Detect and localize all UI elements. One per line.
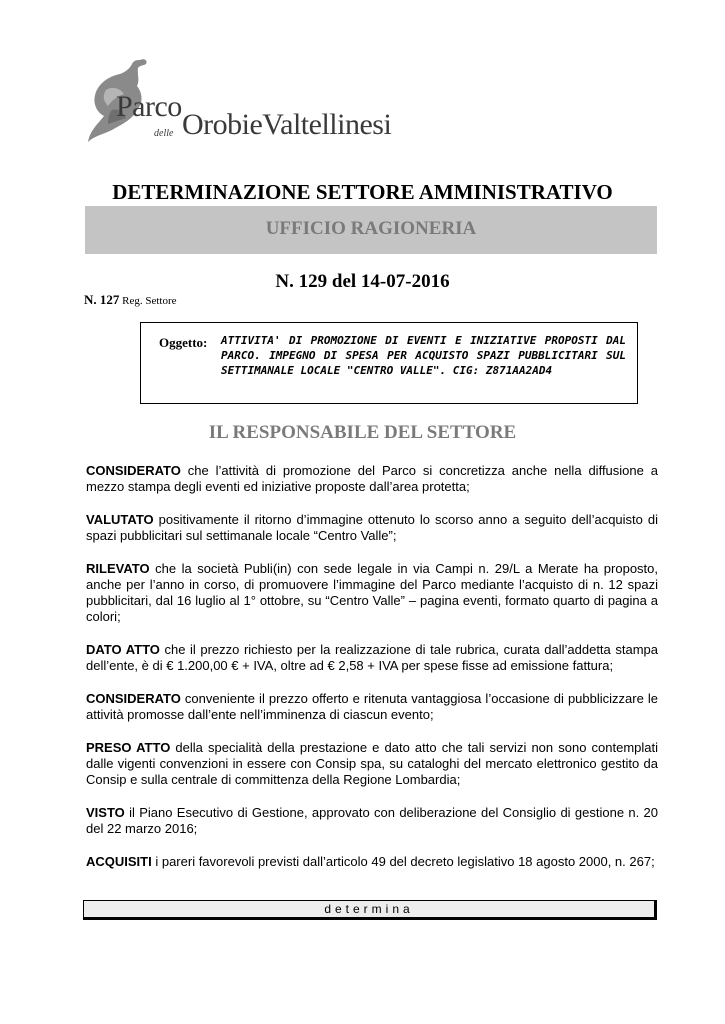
- determination-number: N. 129 del 14-07-2016: [275, 271, 450, 292]
- paragraph-text: che l’attività di promozione del Parco si concretizza anche nella diffusione a mezzo stampa degli eventi ed iniziative proposte dall’area protetta;: [86, 463, 658, 494]
- subject-box: [140, 322, 638, 404]
- logo-delle-text: delle: [154, 128, 174, 139]
- paragraph-lead: VISTO: [86, 805, 125, 820]
- park-logo: [82, 50, 392, 150]
- sector-register: [84, 292, 177, 308]
- paragraph: [86, 854, 658, 870]
- paragraph-lead: PRESO ATTO: [86, 740, 171, 755]
- paragraph-lead: RILEVATO: [86, 561, 150, 576]
- paragraph-lead: CONSIDERATO: [86, 691, 181, 706]
- paragraph: [86, 805, 658, 837]
- office-name: UFFICIO RAGIONERIA: [265, 218, 477, 239]
- office-band: [85, 206, 657, 254]
- register-number: N. 127: [84, 292, 120, 307]
- paragraph-text: i pareri favorevoli previsti dall’articolo 49 del decreto legislativo 18 agosto 2000, n. 267;: [151, 854, 655, 869]
- paragraph-lead: VALUTATO: [86, 512, 154, 527]
- register-label: Reg. Settore: [122, 295, 177, 307]
- paragraph: [86, 561, 658, 625]
- paragraph: [86, 463, 658, 495]
- subject-label: Oggetto:: [159, 335, 208, 350]
- document-body: [86, 463, 658, 887]
- paragraph: [86, 691, 658, 723]
- paragraph: [86, 642, 658, 674]
- paragraph-text: il Piano Esecutivo di Gestione, approvato con deliberazione del Consiglio di gestione n. 20 del 22 marzo 2016;: [86, 805, 658, 836]
- document-title: DETERMINAZIONE SETTORE AMMINISTRATIVO: [112, 180, 613, 204]
- logo-parco-text: Parco: [116, 90, 182, 123]
- paragraph-text: che la società Publi(in) con sede legale in via Campi n. 29/L a Merate ha proposto, anche per l’anno in corso, di promuovere l’immagine del Parco mediante l’acquisto di n. 12 spazi pubblicitari, dal 16 luglio al 1° ottobre, su “Centro Valle” – pagina eventi, formato quarto di pagina a colori;: [86, 561, 658, 624]
- paragraph-lead: DATO ATTO: [86, 642, 160, 657]
- responsible-heading: IL RESPONSABILE DEL SETTORE: [208, 422, 517, 443]
- determina-banner: determina: [83, 900, 657, 920]
- logo-orobie-text: OrobieValtellinesi: [182, 108, 392, 141]
- paragraph: [86, 512, 658, 544]
- paragraph-text: della specialità della prestazione e dato atto che tali servizi non sono contemplati dalle vigenti convenzioni in essere con Consip spa, su cataloghi del mercato elettronico gestito da Consip e sulla centrale di committenza della Regione Lombardia;: [86, 740, 659, 787]
- paragraph-text: che il prezzo richiesto per la realizzazione di tale rubrica, curata dall’addetta stampa dell’ente, è di € 1.200,00 € + IVA, oltre ad € 2,58 + IVA per spese fisse ad emissione fattura;: [86, 642, 658, 673]
- paragraph: [86, 740, 658, 788]
- paragraph-lead: ACQUISITI: [86, 854, 152, 869]
- subject-text: ATTIVITA' DI PROMOZIONE DI EVENTI E INIZIATIVE PROPOSTI DAL PARCO. IMPEGNO DI SPESA PER ACQUISTO SPAZI PUBBLICITARI SUL SETTIMANALE LOCALE "CENTRO VALLE". CIG: Z871AA2AD4: [221, 334, 626, 377]
- paragraph-text: positivamente il ritorno d’immagine ottenuto lo scorso anno a seguito dell’acquisto di spazi pubblicitari sul settimanale locale “Centro Valle”;: [86, 512, 658, 543]
- paragraph-lead: CONSIDERATO: [86, 463, 181, 478]
- paragraph-text: conveniente il prezzo offerto e ritenuta vantaggiosa l’occasione di pubblicizzare le attività promosse dall’ente nell’imminenza di ciascun evento;: [86, 691, 658, 722]
